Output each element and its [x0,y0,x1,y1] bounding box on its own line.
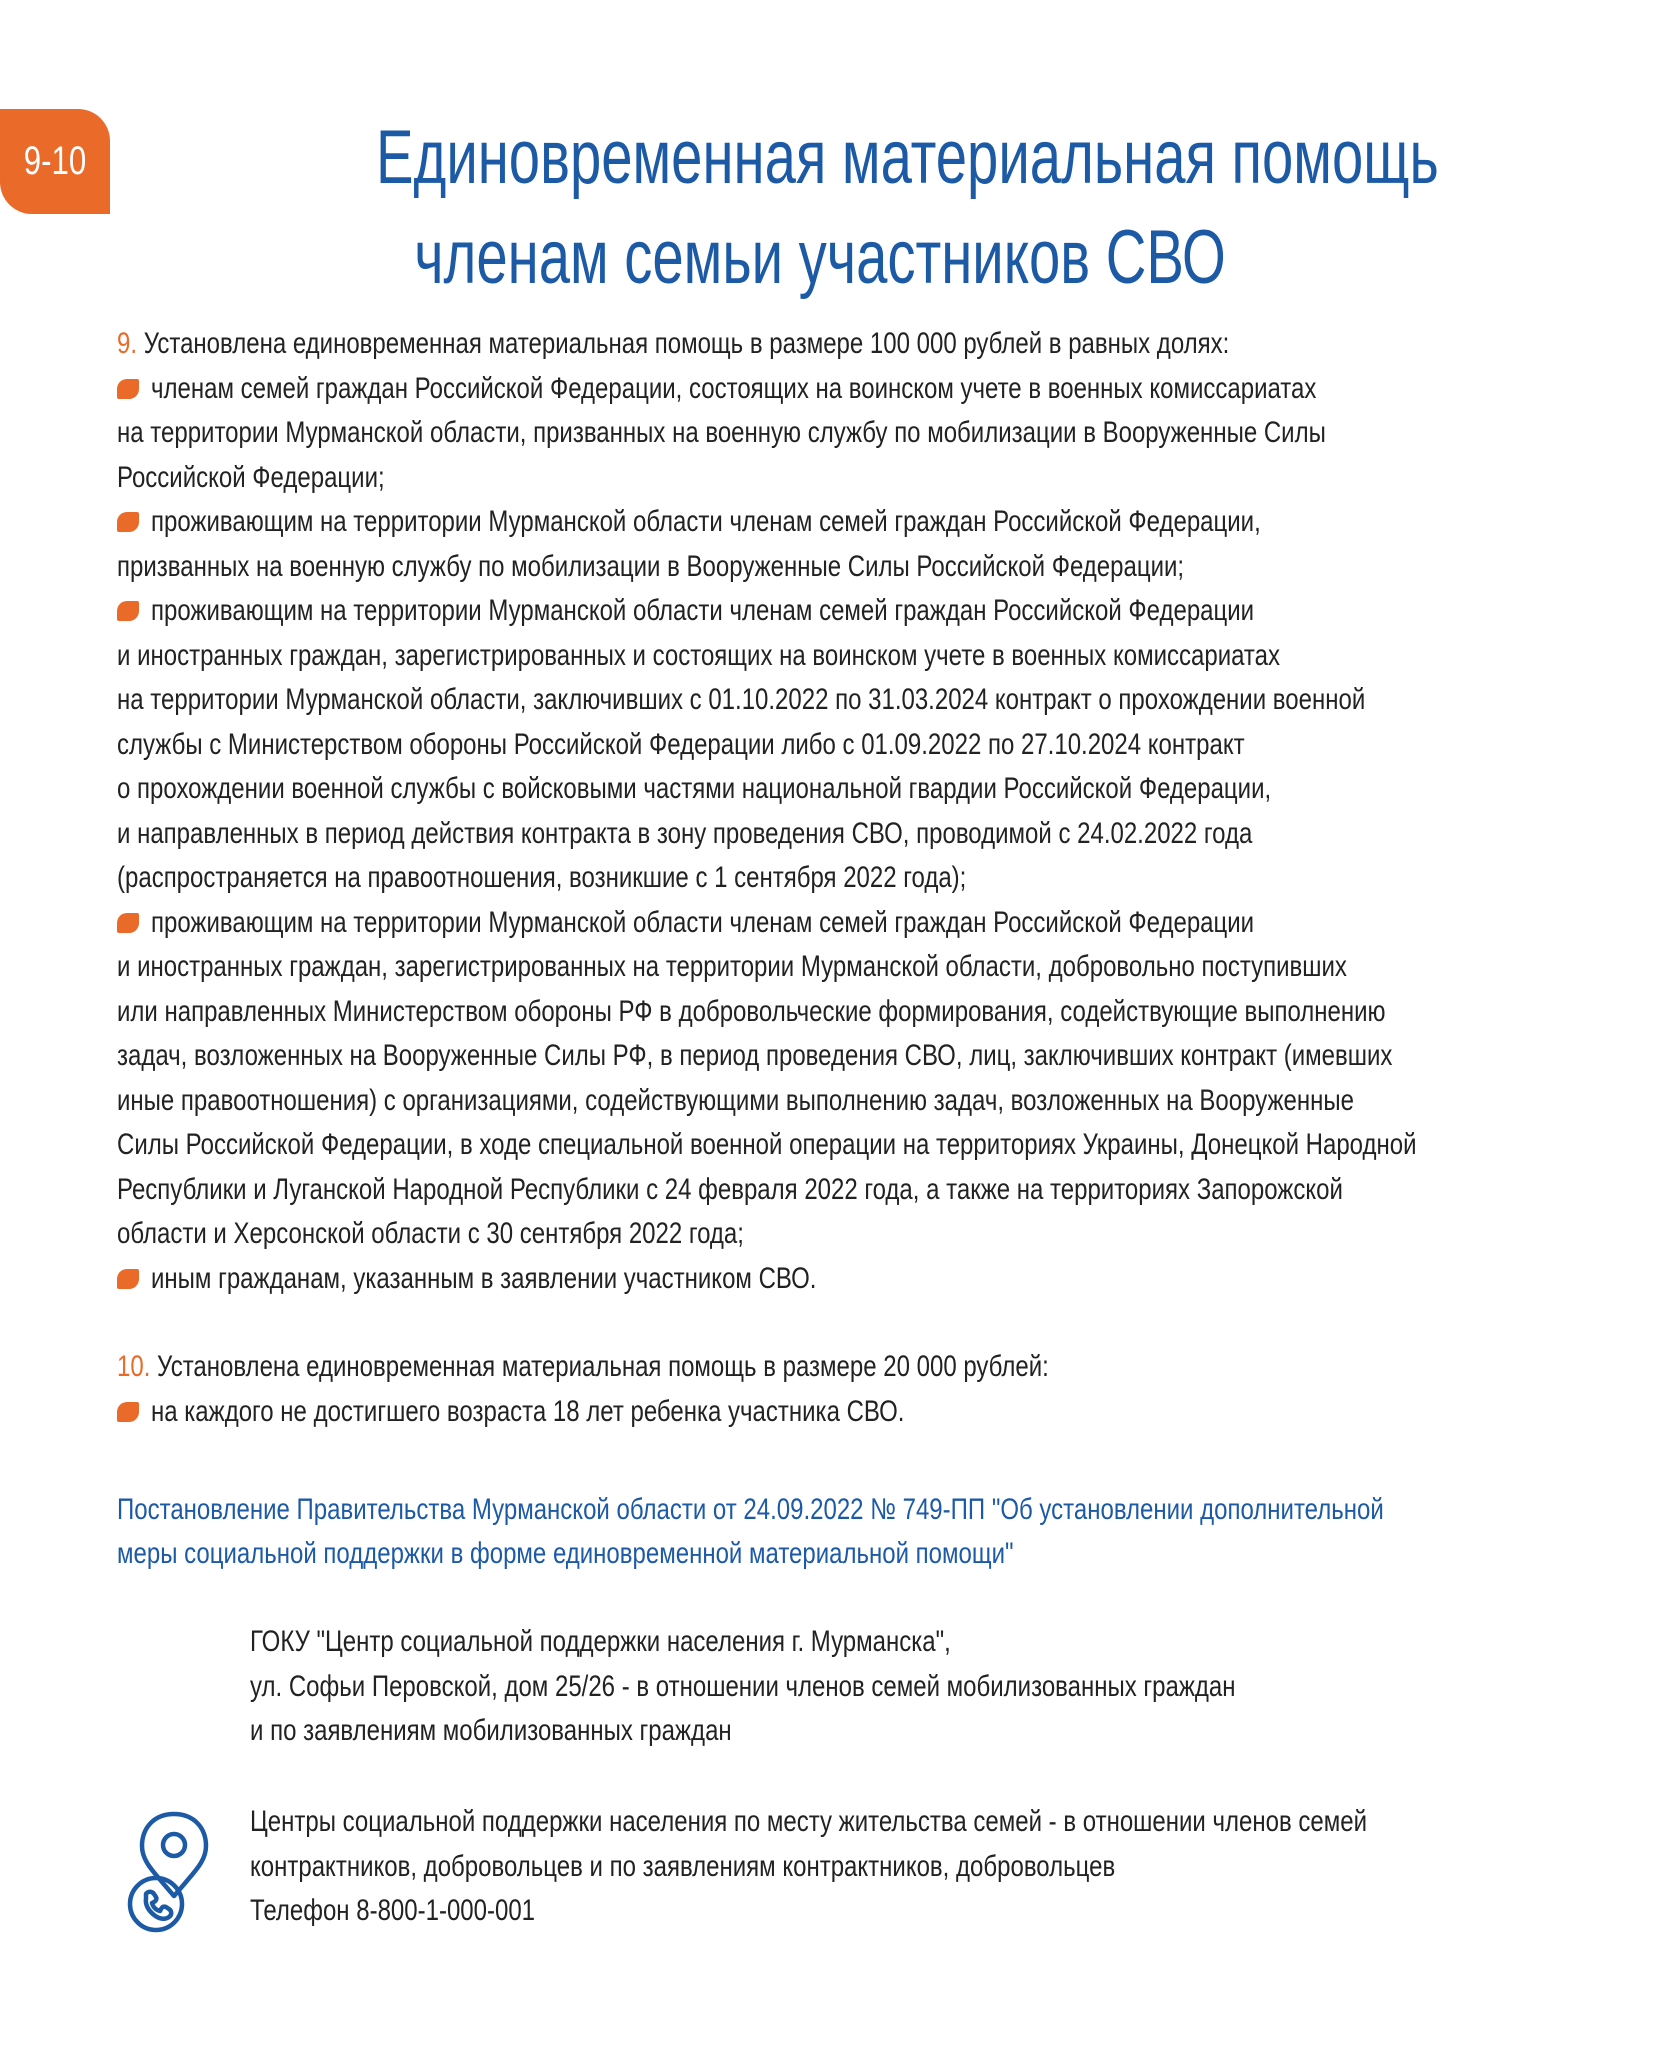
phone-number: Телефон 8-800-1-000-001 [250,1894,536,1927]
location-phone-icon [118,1808,230,1936]
page-title-line-1: Единовременная материальная помощь [376,115,1439,200]
page-number-label: 9-10 [23,139,87,183]
bullet-icon [117,1402,139,1422]
page-title-line-2: членам семьи участников СВО [414,215,1226,300]
main-content [117,322,1587,1434]
list-item: проживающим на территории Мурманской области членам семей граждан Российской Федерации, [117,500,1587,545]
page-number-tab [0,109,110,214]
list-item: проживающим на территории Мурманской области членам семей граждан Российской Федерации [117,901,1587,946]
section-10-intro: Установлена единовременная материальная помощь в размере 20 000 рублей: [157,1350,1049,1383]
page-title [220,108,1439,308]
section-9-number: 9. [117,327,138,360]
bullet-icon [117,601,139,621]
section-10-number: 10. [117,1350,151,1383]
section-9: 9. Установлена единовременная материальная помощь в размере 100 000 рублей в равных долях: членам семей граждан Российской Федерации, состоящих на воинском учете в военных комиссариатах на территории Мурманской области, призванных на военную службу по мобилизации в Вооруженные Силы Российской Федерации; проживающим на территории Мурманской области членам семей граждан Российской Федерации, призванных на военную службу по мобилизации в Вооруженные Силы Российской Федерации; проживающим на территории Мурманской области членам семей граждан Российской Федерации и иностранных граждан, зарегистрированных и состоящих на воинском учете в военных комиссариатах на территории Мурманской области, заключивших с 01.10.2022 по 31.03.2024 контракт о прохождении военной службы с Министерством обороны Российской Федерации либо с 01.09.2022 по 27.10.2024 контракт о прохождении военной службы с войсковыми частями национальной гвардии Российской Федерации, и направленных в период действия контракта в зону проведения СВО, проводимой с 24.02.2022 года (распространяется на правоотношения, возникшие с 1 сентября 2022 года); проживающим на территории Мурманской области членам семей граждан Российской Федерации и иностранных граждан, зарегистрированных на территории Мурманской области, добровольно поступивших или направленных Министерством обороны РФ в добровольческие формирования, содействующие выполнению задач, возложенных на Вооруженные Силы РФ, в период проведения СВО, лиц, заключивших контракт (имевших иные правоотношения) с организациями, содействующими выполнению задач, возложенных на Вооруженные Силы Российской Федерации, в ходе специальной военной операции на территориях Украины, Донецкой Народной Республики и Луганской Народной Республики с 24 февраля 2022 года, а также на территориях Запорожской области и Херсонской области с 30 сентября 2022 года; иным гражданам, указанным в заявлении участником СВО. [117,322,1587,1301]
office-local-centers: Центры социальной поддержки населения по месту жительства семей - в отношении членов семей контрактников, добровольцев и по заявлениям контрактников, добровольцев Телефон 8-800-1-000-001 [250,1800,1646,1934]
list-item: иным гражданам, указанным в заявлении участником СВО. [117,1257,1587,1302]
list-item: проживающим на территории Мурманской области членам семей граждан Российской Федерации [117,589,1587,634]
bullet-icon [117,512,139,532]
list-item: членам семей граждан Российской Федерации, состоящих на воинском учете в военных комиссариатах [117,367,1587,412]
decree-reference: Постановление Правительства Мурманской области от 24.09.2022 № 749-ПП "Об установлении дополнительной меры социальной поддержки в форме единовременной материальной помощи" [117,1493,1384,1570]
bullet-icon [117,1269,139,1289]
bullet-icon [117,913,139,933]
section-9-intro: Установлена единовременная материальная помощь в размере 100 000 рублей в равных долях: [143,327,1230,360]
section-10 [117,1345,1587,1434]
office-murmansk-center: ГОКУ "Центр социальной поддержки населения г. Мурманска", ул. Софьи Перовской, дом 25/26 - в отношении членов семей мобилизованных граждан и по заявлениям мобилизованных граждан [250,1625,1236,1747]
bullet-icon [117,379,139,399]
list-item: на каждого не достигшего возраста 18 лет ребенка участника СВО. [117,1390,1587,1435]
